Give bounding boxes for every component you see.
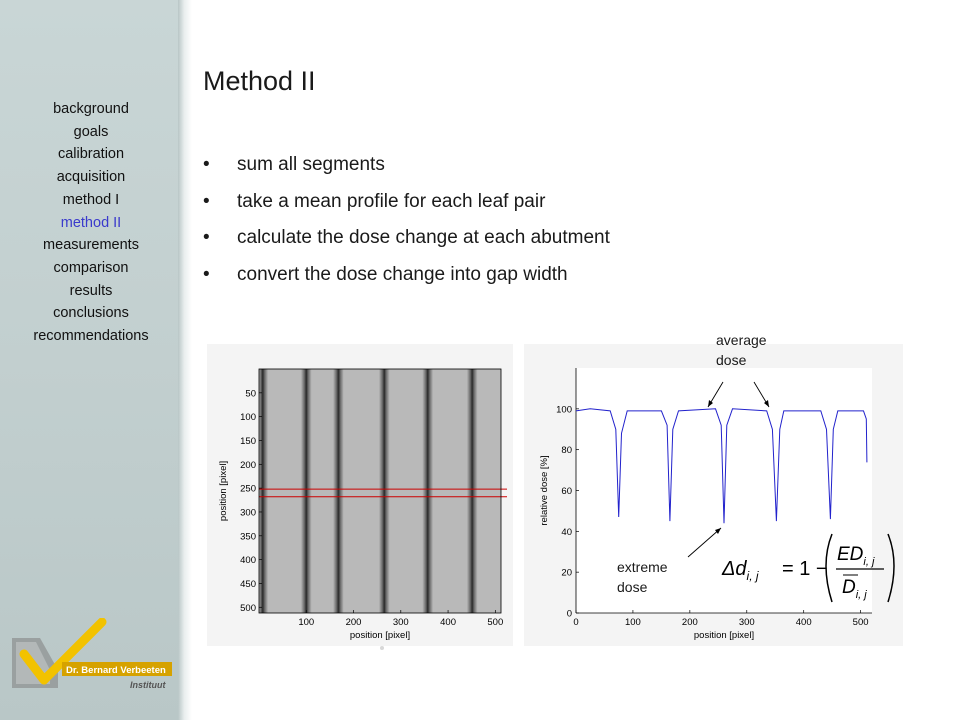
bullet-text: convert the dose change into gap width xyxy=(237,263,568,285)
y-tick-label: 350 xyxy=(240,531,256,543)
formula-lhs: Δd xyxy=(722,558,747,580)
nav-item-calibration[interactable]: calibration xyxy=(57,146,125,163)
bullet-dot: • xyxy=(203,227,210,248)
formula-numerator-sub: i, j xyxy=(863,556,875,568)
bullet-item xyxy=(203,225,610,262)
x-tick-label: 400 xyxy=(440,617,456,628)
extreme-dose-line1: extreme xyxy=(617,559,668,575)
x-axis-label: position [pixel] xyxy=(693,630,755,641)
formula-numerator: ED xyxy=(837,544,864,565)
x-tick-label: 200 xyxy=(345,617,362,628)
bullet-dot: • xyxy=(203,190,210,212)
formula-denominator-sub: i, j xyxy=(855,589,867,601)
y-axis-label: relative dose [%] xyxy=(539,455,550,526)
bullet-list xyxy=(203,152,610,298)
extreme-dose-annotation xyxy=(617,557,668,597)
bullet-text: take a mean profile for each leaf pair xyxy=(237,190,546,212)
average-dose-line1: average xyxy=(716,332,767,348)
formula-equals-one-minus: = 1 − xyxy=(782,558,828,580)
x-tick-label: 500 xyxy=(852,617,869,628)
bullet-item xyxy=(203,262,610,299)
x-tick-label: 400 xyxy=(795,617,812,628)
dose-profile-figure xyxy=(524,344,903,646)
y-tick-label: 100 xyxy=(556,404,572,416)
y-tick-label: 400 xyxy=(240,555,256,567)
y-tick-label: 80 xyxy=(561,445,572,457)
nav-item-measurements[interactable]: measurements xyxy=(43,237,139,254)
x-tick-label: 500 xyxy=(487,617,504,628)
nav-item-method-ii[interactable]: method II xyxy=(60,214,122,231)
y-tick-label: 50 xyxy=(245,388,256,400)
bullet-text: sum all segments xyxy=(237,154,385,175)
y-tick-label: 20 xyxy=(561,567,572,579)
y-tick-label: 250 xyxy=(240,483,256,495)
nav-item-method-i[interactable]: method I xyxy=(62,191,120,208)
film-image xyxy=(259,369,501,613)
bullet-item xyxy=(203,189,610,226)
formula-right-paren xyxy=(888,534,894,602)
film-image-figure xyxy=(207,344,513,646)
slide-title: Method II xyxy=(203,66,316,96)
bullet-text: calculate the dose change at each abutment xyxy=(237,227,610,248)
x-tick-label: 100 xyxy=(624,617,641,628)
y-tick-label: 100 xyxy=(240,412,256,424)
nav-item-results[interactable]: results xyxy=(69,282,113,299)
decorative-dot xyxy=(380,646,384,650)
x-tick-label: 300 xyxy=(738,617,755,628)
nav-item-background[interactable]: background xyxy=(53,101,129,117)
bullet-dot: • xyxy=(203,154,210,175)
y-tick-label: 40 xyxy=(561,526,572,538)
bullet-dot: • xyxy=(203,263,210,285)
bullet-item xyxy=(203,152,610,189)
nav-item-conclusions[interactable]: conclusions xyxy=(53,305,129,322)
institute-logo xyxy=(10,618,172,693)
y-tick-label: 150 xyxy=(240,435,256,447)
y-tick-label: 60 xyxy=(561,486,572,497)
formula-lhs-sub: i, j xyxy=(746,569,759,583)
x-tick-label: 0 xyxy=(573,617,579,628)
x-axis-label: position [pixel] xyxy=(349,630,411,641)
x-tick-label: 100 xyxy=(298,617,315,628)
average-dose-line2: dose xyxy=(716,352,747,368)
y-tick-label: 300 xyxy=(240,507,256,519)
nav-item-comparison[interactable]: comparison xyxy=(53,259,129,276)
y-tick-label: 0 xyxy=(566,608,572,620)
x-tick-label: 300 xyxy=(392,617,409,628)
film-image-plot xyxy=(207,344,513,646)
y-axis-label: position [pixel] xyxy=(218,460,229,522)
sidebar-nav xyxy=(0,98,182,348)
y-tick-label: 500 xyxy=(240,602,256,614)
y-axis-ticks xyxy=(556,404,579,619)
average-dose-annotation xyxy=(716,330,767,370)
formula-denominator: D xyxy=(842,577,856,598)
x-tick-label: 200 xyxy=(681,617,698,628)
logo-subtitle: Instituut xyxy=(130,680,166,690)
nav-item-goals[interactable]: goals xyxy=(73,123,109,140)
dose-profile-plot xyxy=(524,344,903,646)
extreme-dose-line2: dose xyxy=(617,579,648,595)
y-tick-label: 450 xyxy=(240,578,256,590)
nav-item-acquisition[interactable]: acquisition xyxy=(56,169,126,186)
y-tick-label: 200 xyxy=(240,459,256,471)
nav-item-recommendations[interactable]: recommendations xyxy=(33,328,149,345)
logo-name: Dr. Bernard Verbeeten xyxy=(66,665,166,676)
